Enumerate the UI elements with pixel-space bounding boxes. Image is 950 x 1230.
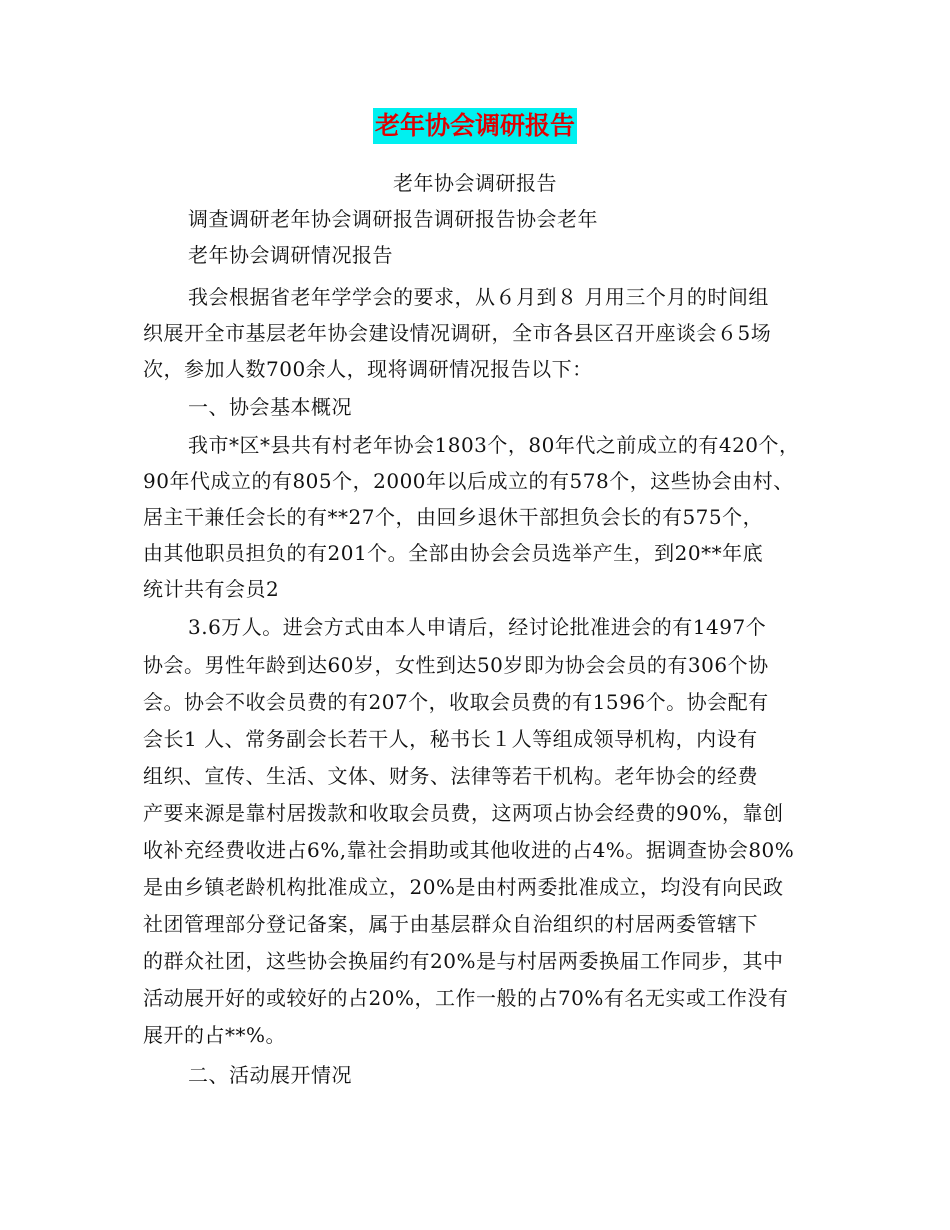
paragraph-line: 我市*区*县共有村老年协会1803个，80年代之前成立的有420个， bbox=[188, 433, 800, 457]
paragraph-line: 我会根据省老年学学会的要求，从６月到８ 月用三个月的时间组 bbox=[188, 285, 769, 309]
paragraph-line: 产要来源是靠村居拨款和收取会员费，这两项占协会经费的90%，靠创 bbox=[143, 801, 784, 825]
paragraph-line: 展开的占**%。 bbox=[143, 1023, 287, 1047]
paragraph-line: 会。协会不收会员费的有207个，收取会员费的有1596个。协会配有 bbox=[143, 690, 769, 714]
paragraph-line: 是由乡镇老龄机构批准成立，20%是由村两委批准成立，均没有向民政 bbox=[143, 875, 784, 899]
paragraph-line: 的群众社团，这些协会换届约有20%是与村居两委换届工作同步，其中 bbox=[143, 949, 784, 973]
paragraph-line: 次，参加人数700余人，现将调研情况报告以下： bbox=[143, 357, 593, 381]
paragraph-line: 3.6万人。进会方式由本人申请后，经讨论批准进会的有1497个 bbox=[188, 615, 767, 639]
title-row bbox=[0, 108, 950, 144]
paragraph-line: 组织、宣传、生活、文体、财务、法律等若干机构。老年协会的经费 bbox=[143, 764, 758, 788]
paragraph-line: 居主干兼任会长的有**27个，由回乡退休干部担负会长的有575个， bbox=[143, 505, 764, 529]
paragraph-line: 由其他职员担负的有201个。全部由协会会员选举产生，到20**年底 bbox=[143, 541, 764, 565]
section-heading: 二、活动展开情况 bbox=[188, 1063, 352, 1087]
paragraph-line: 90年代成立的有805个，2000年以后成立的有578个，这些协会由村、 bbox=[143, 469, 794, 493]
paragraph-line: 统计共有会员2 bbox=[143, 577, 280, 601]
paragraph-line: 协会。男性年龄到达60岁，女性到达50岁即为协会会员的有306个协 bbox=[143, 653, 769, 677]
section-heading: 老年协会调研情况报告 bbox=[188, 243, 393, 267]
subtitle: 老年协会调研报告 bbox=[393, 171, 557, 195]
paragraph-line: 社团管理部分登记备案，属于由基层群众自治组织的村居两委管辖下 bbox=[143, 912, 758, 936]
section-heading: 一、协会基本概况 bbox=[188, 395, 352, 419]
paragraph-line: 活动展开好的或较好的占20%，工作一般的占70%有名无实或工作没有 bbox=[143, 986, 789, 1010]
document-title: 老年协会调研报告 bbox=[373, 108, 577, 144]
keywords-line: 调查调研老年协会调研报告调研报告协会老年 bbox=[188, 207, 598, 231]
paragraph-line: 会长1 人、常务副会长若干人，秘书长１人等组成领导机构，内设有 bbox=[143, 727, 758, 751]
paragraph-line: 收补充经费收进占6%,靠社会捐助或其他收进的占4%。据调查协会80% bbox=[143, 838, 795, 862]
paragraph-line: 织展开全市基层老年协会建设情况调研，全市各县区召开座谈会６5场 bbox=[143, 321, 772, 345]
